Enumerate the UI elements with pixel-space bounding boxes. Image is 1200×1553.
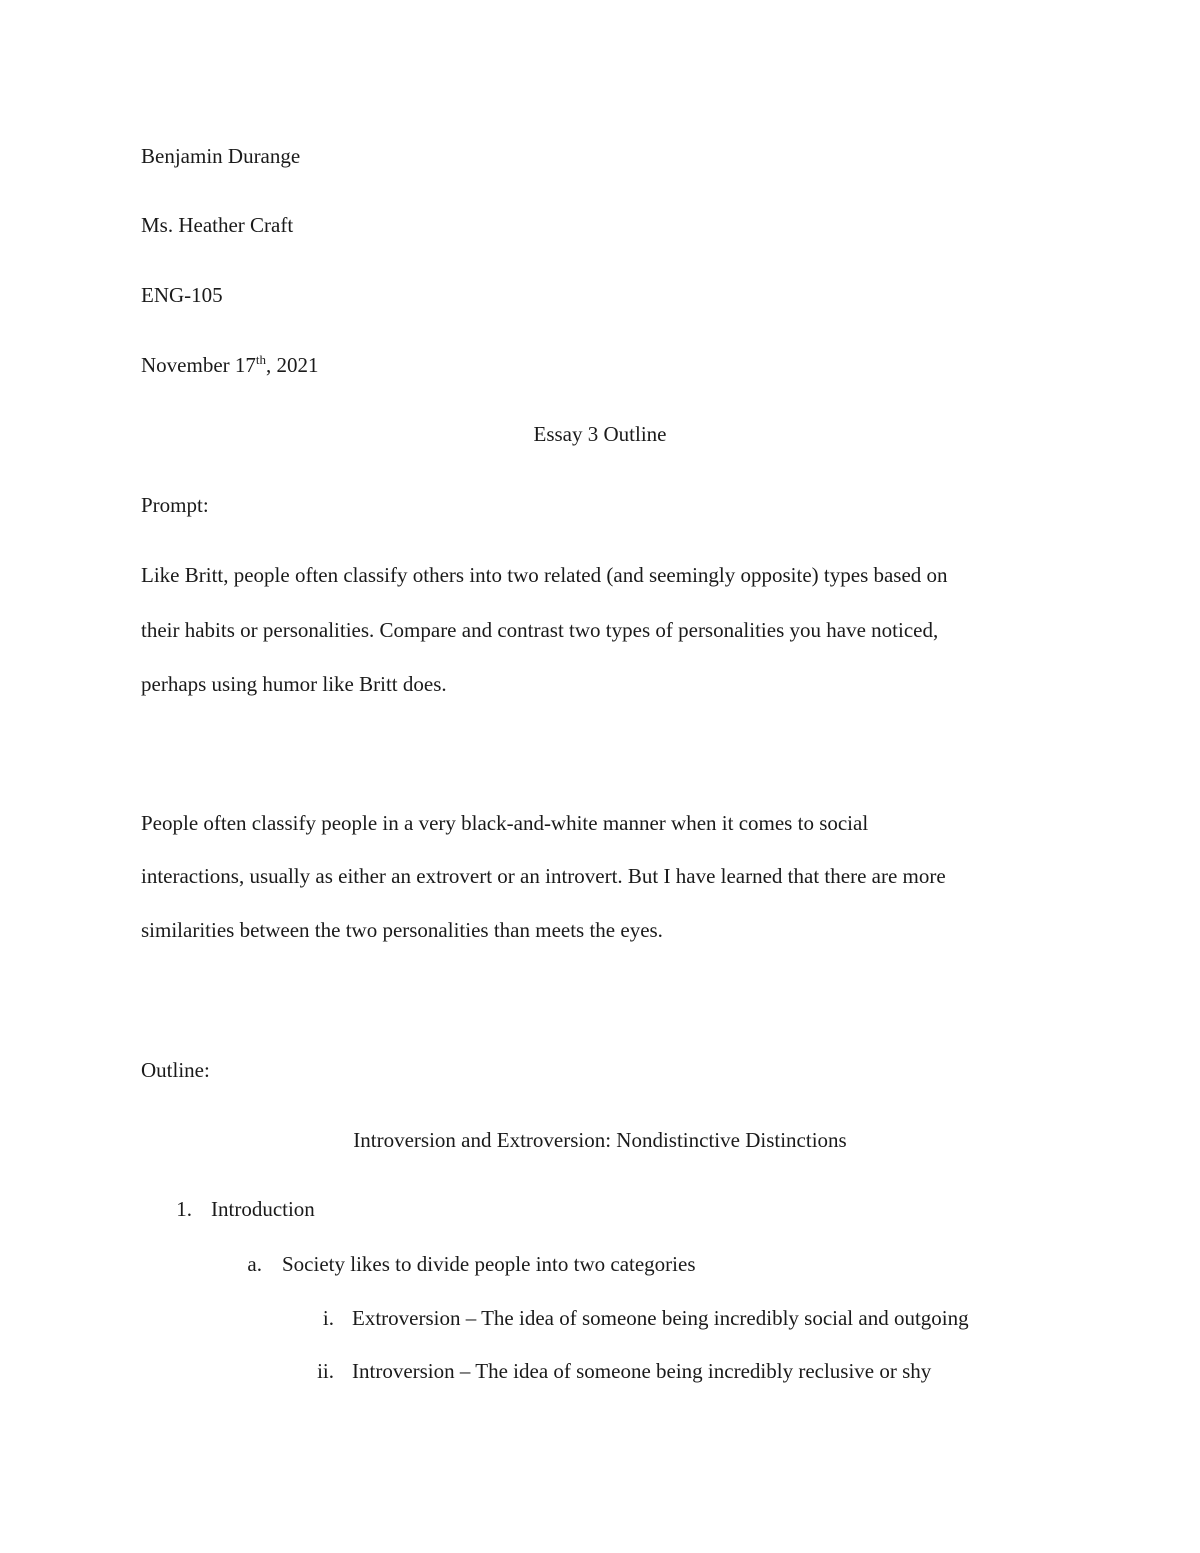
date-year: , 2021	[266, 353, 319, 377]
outline-text: Society likes to divide people into two categories	[282, 1252, 696, 1276]
instructor-name: Ms. Heather Craft	[141, 213, 294, 237]
date-month-day: November 17	[141, 353, 256, 377]
thesis-line: interactions, usually as either an extrovert or an introvert. But I have learned that there are more	[141, 864, 946, 888]
date-suffix: th	[255, 352, 267, 367]
outline-marker: i.	[322, 1306, 334, 1330]
prompt-line: Like Britt, people often classify others into two related (and seemingly opposite) types based on	[141, 563, 948, 587]
prompt-line: perhaps using humor like Britt does.	[141, 672, 447, 696]
course-code: ENG-105	[141, 283, 223, 307]
thesis-line: similarities between the two personalities than meets the eyes.	[141, 918, 663, 942]
outline-text: Introduction	[211, 1197, 315, 1221]
outline-label: Outline:	[141, 1058, 210, 1082]
outline-marker: a.	[247, 1252, 262, 1276]
outline-text: Extroversion – The idea of someone being incredibly social and outgoing	[352, 1306, 969, 1330]
thesis-line: People often classify people in a very black-and-white manner when it comes to social	[141, 811, 869, 835]
student-name: Benjamin Durange	[141, 144, 301, 168]
outline-marker: 1.	[176, 1197, 192, 1221]
essay-title: Introversion and Extroversion: Nondistinctive Distinctions	[353, 1128, 847, 1152]
prompt-line: their habits or personalities. Compare and contrast two types of personalities you have noticed,	[141, 618, 939, 642]
date	[141, 352, 319, 378]
outline-text: Introversion – The idea of someone being incredibly reclusive or shy	[352, 1359, 932, 1383]
outline-marker: ii.	[317, 1359, 334, 1383]
prompt-label: Prompt:	[141, 493, 209, 517]
page-title: Essay 3 Outline	[533, 422, 667, 446]
